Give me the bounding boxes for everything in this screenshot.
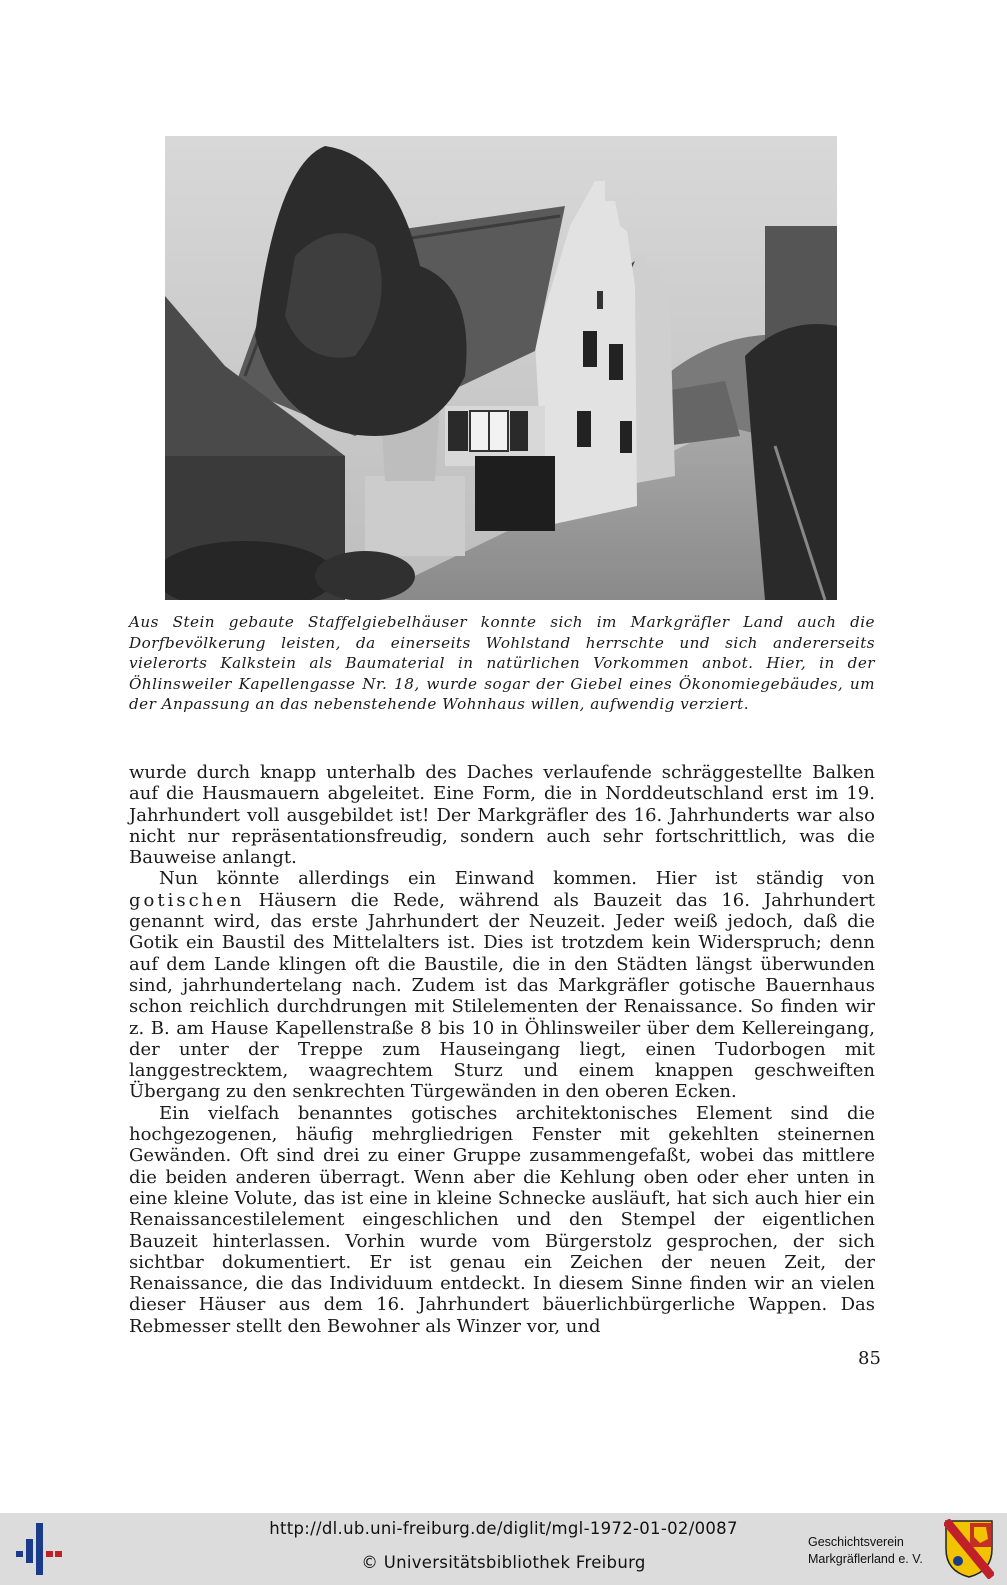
paragraph-3: Ein vielfach benanntes gotisches architektonisches Element sind die hochgezogenen, häufig mehrgliedrigen Fenster mit gekehlten steinernen Gewänden. Oft sind drei zu einer Gruppe zusammengefaßt, wobei das mittlere die beiden anderen überragt. Wenn aber die Kehlung oben oder eher unten in eine kleine Volute, das ist eine in kleine Schnecke ausläuft, hat sich auch hier ein Renaissancestilelement eingeschlichen und den Stempel der eigentlichen Bauzeit hinterlassen. Vorhin wurde vom Bürgerstolz gesprochen, der sich sichtbar dokumentiert. Er ist genau ein Zeichen der neuen Zeit, der Renaissance, die das Individuum entdeckt. In diesem Sinne finden wir an vielen dieser Häuser aus dem 16. Jahrhundert bäuerlichbürgerliche Wappen. Das Rebmesser stellt den Bewohner als Winzer vor, und bbox=[129, 1102, 875, 1337]
paragraph-2-part-a: Nun könnte allerdings ein Einwand kommen. Hier ist ständig von bbox=[159, 868, 875, 890]
paragraph-1: wurde durch knapp unterhalb des Daches verlaufende schräggestellte Balken auf die Hausmauern abgeleitet. Eine Form, die in Norddeutschland erst im 19. Jahrhundert voll ausgebildet ist! Der Markgräfler des 16. Jahrhunderts war also nicht nur repräsentationsfreudig, sondern auch sehr fortschrittlich, was die Bauweise anlangt. bbox=[129, 762, 875, 869]
street-photo bbox=[165, 136, 837, 600]
footer-copyright: © Universitätsbibliothek Freiburg bbox=[361, 1553, 646, 1572]
paragraph-2 bbox=[129, 868, 875, 1102]
society-line-1: Geschichtsverein bbox=[808, 1535, 904, 1549]
paragraph-2-spaced-word: gotischen bbox=[129, 889, 245, 911]
page-number: 85 bbox=[858, 1348, 881, 1369]
society-line-2: Markgräflerland e. V. bbox=[808, 1552, 923, 1566]
street-photo-icon bbox=[165, 136, 837, 600]
coat-of-arms-icon bbox=[944, 1519, 994, 1579]
footer-bar bbox=[0, 1513, 1007, 1585]
footer-url-link[interactable]: http://dl.ub.uni-freiburg.de/diglit/mgl-1972-01-02/0087 bbox=[269, 1519, 738, 1538]
caption-text: Aus Stein gebaute Staffelgiebelhäuser konnte sich im Markgräfler Land auch die Dorfbevölkerung leisten, da einerseits Wohlstand herrschte und sich andererseits vielerorts Kalkstein als Baumaterial in natürlichen Vorkommen anbot. Hier, in der Öhlinsweiler Kapellengasse Nr. 18, wurde sogar der Giebel eines Ökonomiegebäudes, um der Anpassung an das nebenstehende Wohnhaus willen, aufwendig verziert. bbox=[129, 613, 875, 713]
body-text bbox=[129, 762, 875, 1337]
photo-caption bbox=[129, 612, 875, 715]
paragraph-2-part-b: Häusern die Rede, während als Bauzeit das 16. Jahrhundert genannt wird, das erste Jahrhundert der Neuzeit. Jeder weiß jedoch, daß die Gotik ein Baustil des Mittelalters ist. Dies ist trotzdem kein Widerspruch; denn auf dem Lande klingen oft die Baustile, die in den Städten längst überwunden sind, jahrhundertelang nach. Zudem ist das Markgräfler gotische Bauernhaus schon reichlich durchdrungen mit Stilelementen der Renaissance. So finden wir z. B. am Hause Kapellenstraße 8 bis 10 in Öhlinsweiler über dem Kellereingang, der unter der Treppe zum Hauseingang liegt, einen Tudorbogen mit langgestrecktem, waagrechtem Sturz und einem knappen geschweiften Übergang zu den senkrechten Türgewänden in den oberen Ecken. bbox=[129, 889, 875, 1103]
footer-society bbox=[808, 1534, 938, 1568]
